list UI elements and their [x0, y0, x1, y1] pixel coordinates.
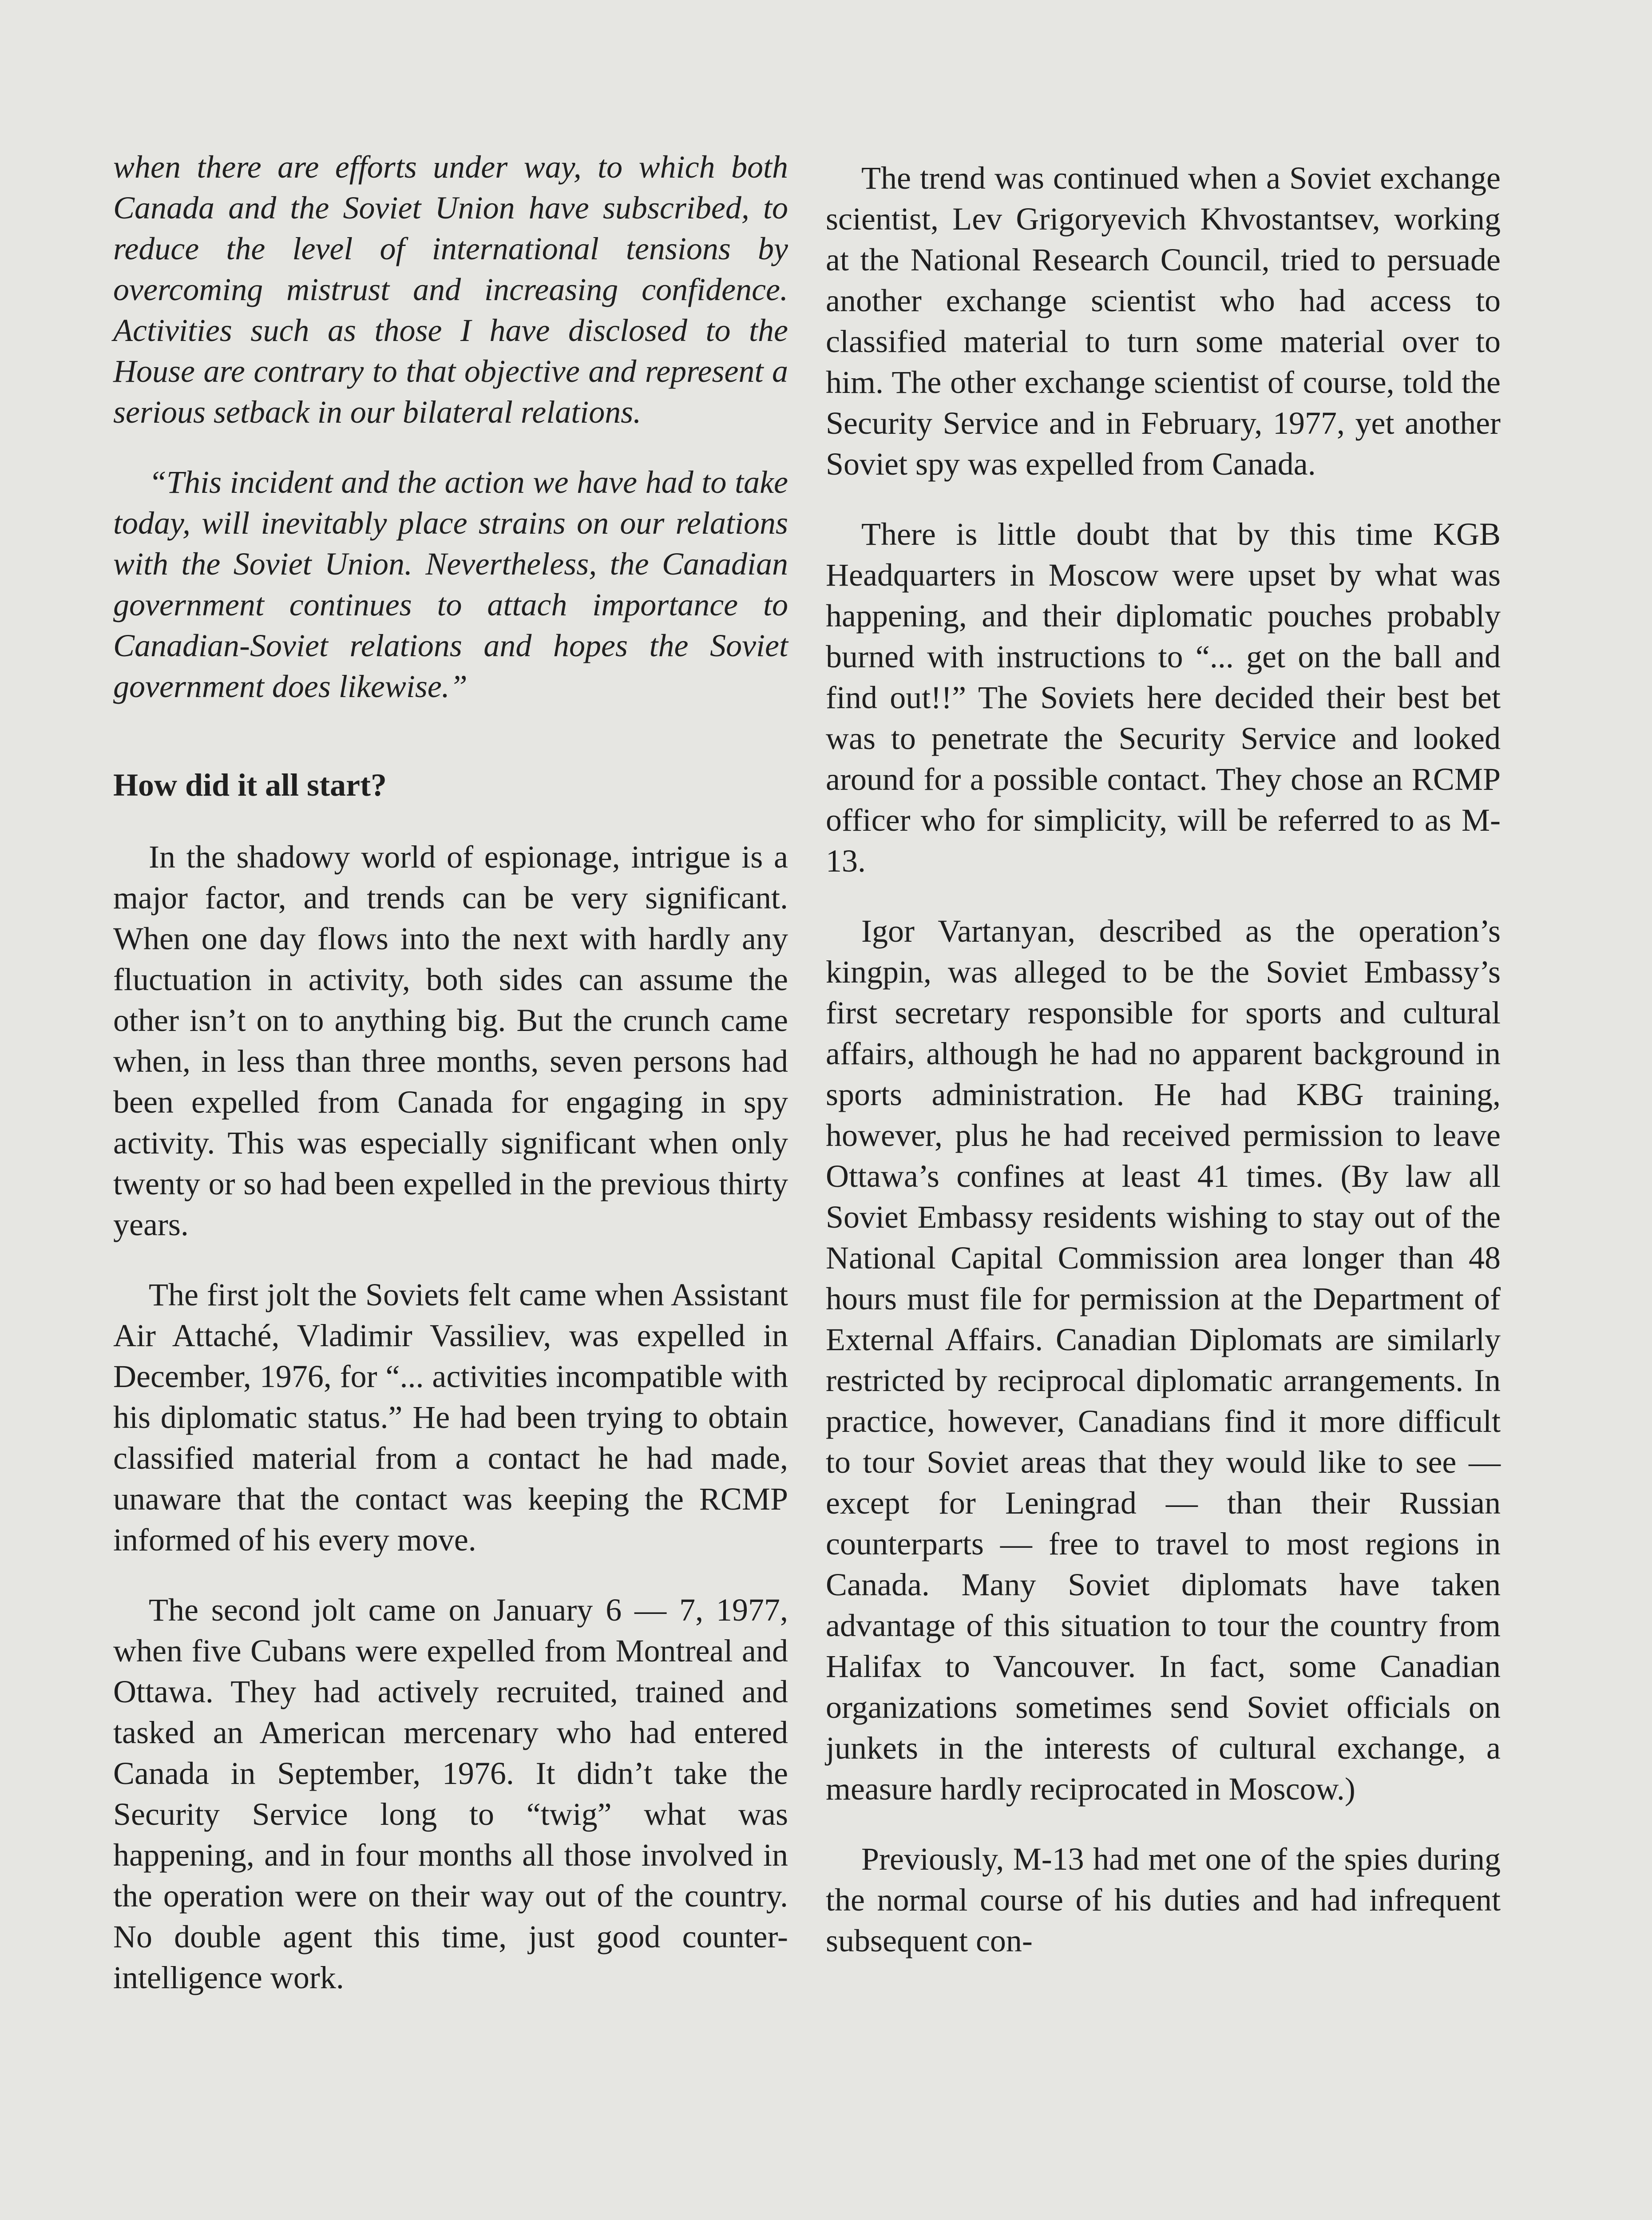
section-heading: How did it all start? [113, 767, 387, 803]
body-paragraph: The first jolt the Soviets felt came when Assistant Air Attaché, Vladimir Vassiliev, was expelled in December, 1976, for “... activities incompatible with his diplomatic status.” He had been trying to obtain classified material from a contact he had made, unaware that the contact was keeping the RCMP informed of his every move. [113, 1277, 788, 1558]
body-paragraph: Igor Vartanyan, described as the operation’s kingpin, was alleged to be the Soviet Embassy’s first secretary responsible for sports and cultural affairs, although he had no apparent background in sports administration. He had KBG training, however, plus he had received permission to leave Ottawa’s confines at least 41 times. (By law all Soviet Embassy residents wishing to stay out of the National Capital Commission area longer than 48 hours must file for permission at the Department of External Affairs. Canadian Diplomats are similarly restricted by reciprocal diplomatic arrangements. In practice, however, Canadians find it more difficult to tour Soviet areas that they would like to see — except for Leningrad — than their Russian counterparts — free to travel to most regions in Canada. Many Soviet diplomats have taken advantage of this situation to tour the country from Halifax to Vancouver. In fact, some Canadian organizations sometimes send Soviet officials on junkets in the interests of cultural exchange, a measure hardly reciprocated in Moscow.) [826, 913, 1501, 1807]
quote-paragraph-1: when there are efforts under way, to which both Canada and the Soviet Union have subscribed, to reduce the level of international tensions by overcoming mistrust and increasing confidence. Activities such as those I have disclosed to the House are contrary to that objective and represent a serious setback in our bilateral relations. [113, 149, 788, 430]
body-paragraph: In the shadowy world of espionage, intrigue is a major factor, and trends can be very significant. When one day flows into the next with hardly any fluctuation in activity, both sides can assume the other isn’t on to anything big. But the crunch came when, in less than three months, seven persons had been expelled from Canada for engaging in spy activity. This was especially significant when only twenty or so had been expelled in the previous thirty years. [113, 839, 788, 1242]
right-column [826, 158, 1501, 1990]
body-paragraph: The trend was continued when a Soviet exchange scientist, Lev Grigoryevich Khvostantsev, working at the National Research Council, tried to persuade another exchange scientist who had access to classified material to turn some material over to him. The other exchange scientist of course, told the Security Service and in February, 1977, yet another Soviet spy was expelled from Canada. [826, 160, 1501, 482]
body-paragraph: The second jolt came on January 6 — 7, 1977, when five Cubans were expelled from Montreal and Ottawa. They had actively recruited, trained and tasked an American mercenary who had entered Canada in September, 1976. It didn’t take the Security Service long to “twig” what was happening, and in four months all those involved in the operation were on their way out of the country. No double agent this time, just good counter-intelligence work. [113, 1592, 788, 1995]
quote-paragraph-2: “This incident and the action we have had to take today, will inevitably place strains on our relations with the Soviet Union. Nevertheless, the Canadian government continues to attach importance to Canadian-Soviet relations and hopes the Soviet government does likewise.” [113, 464, 788, 704]
body-paragraph: Previously, M-13 had met one of the spies during the normal course of his duties and had infrequent subsequent con- [826, 1841, 1501, 1958]
body-paragraph: There is little doubt that by this time KGB Headquarters in Moscow were upset by what was happening, and their diplomatic pouches probably burned with instructions to “... get on the ball and find out!!” The Soviets here decided their best bet was to penetrate the Security Service and looked around for a possible contact. They chose an RCMP officer who for simplicity, will be referred to as M-13. [826, 516, 1501, 879]
left-column [113, 147, 788, 2027]
